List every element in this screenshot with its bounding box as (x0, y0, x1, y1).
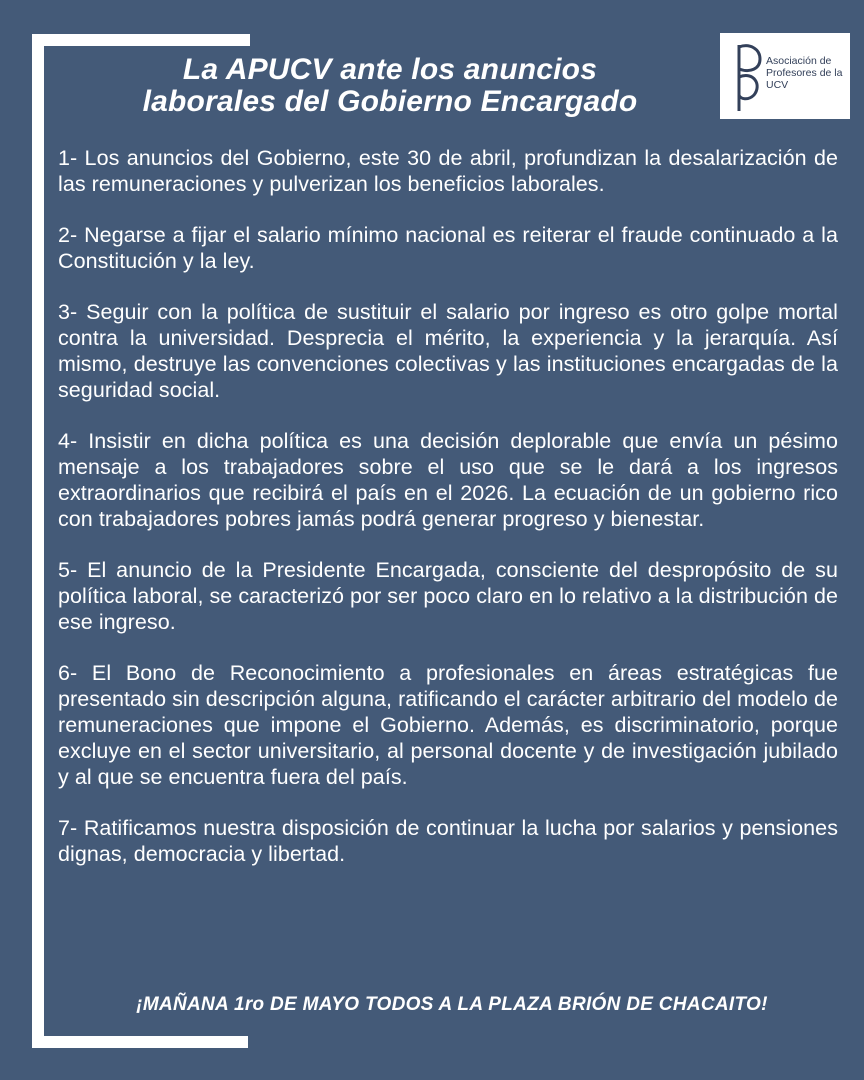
logo-text (766, 55, 850, 91)
statement-point-5: 5- El anuncio de la Presidente Encargada, consciente del despropósito de su política laboral, se caracterizó por ser poco claro en lo relativo a la distribución de ese ingreso. (58, 558, 838, 634)
logo-text-line-2: Profesores de la (766, 67, 843, 79)
statement-point-6: 6- El Bono de Reconocimiento a profesionales en áreas estratégicas fue presentado sin descripción alguna, ratificando el carácter arbitrario del modelo de remuneraciones que impone el Gobierno. Además, es discriminatorio, porque excluye en el sector universitario, al personal docente y de investigación jubilado y al que se encuentra fuera del país. (58, 661, 838, 789)
page-title (60, 54, 720, 118)
logo-text-line-3: UCV (766, 79, 789, 91)
title-line-1: La APUCV ante los anuncios (182, 53, 598, 86)
frame-left-bar (32, 34, 44, 1048)
call-to-action: ¡MAÑANA 1ro DE MAYO TODOS A LA PLAZA BRIÓN DE CHACAITO! (136, 994, 768, 1015)
statement-points (58, 145, 838, 892)
apucv-logo (720, 33, 850, 119)
apucv-monogram-icon (728, 41, 766, 113)
title-line-2: laborales del Gobierno Encargado (142, 85, 638, 118)
statement-point-4: 4- Insistir en dicha política es una decisión deplorable que envía un pésimo mensaje a los trabajadores sobre el uso que se le dará a los ingresos extraordinarios que recibirá el país en el 2026. La ecuación de un gobierno rico con trabajadores pobres jamás podrá generar progreso y bienestar. (58, 429, 838, 531)
frame-top-bar (32, 34, 250, 46)
logo-text-line-1: Asociación de (766, 55, 832, 67)
frame-bottom-bar (32, 1036, 248, 1048)
statement-point-1: 1- Los anuncios del Gobierno, este 30 de abril, profundizan la desalarización de las remuneraciones y pulverizan los beneficios laborales. (58, 146, 838, 196)
statement-point-7: 7- Ratificamos nuestra disposición de continuar la lucha por salarios y pensiones dignas, democracia y libertad. (58, 816, 838, 866)
statement-point-3: 3- Seguir con la política de sustituir el salario por ingreso es otro golpe mortal contra la universidad. Desprecia el mérito, la experiencia y la jerarquía. Así mismo, destruye las convenciones colectivas y las instituciones encargadas de la seguridad social. (58, 300, 838, 402)
statement-point-2: 2- Negarse a fijar el salario mínimo nacional es reiterar el fraude continuado a la Constitución y la ley. (58, 223, 838, 273)
